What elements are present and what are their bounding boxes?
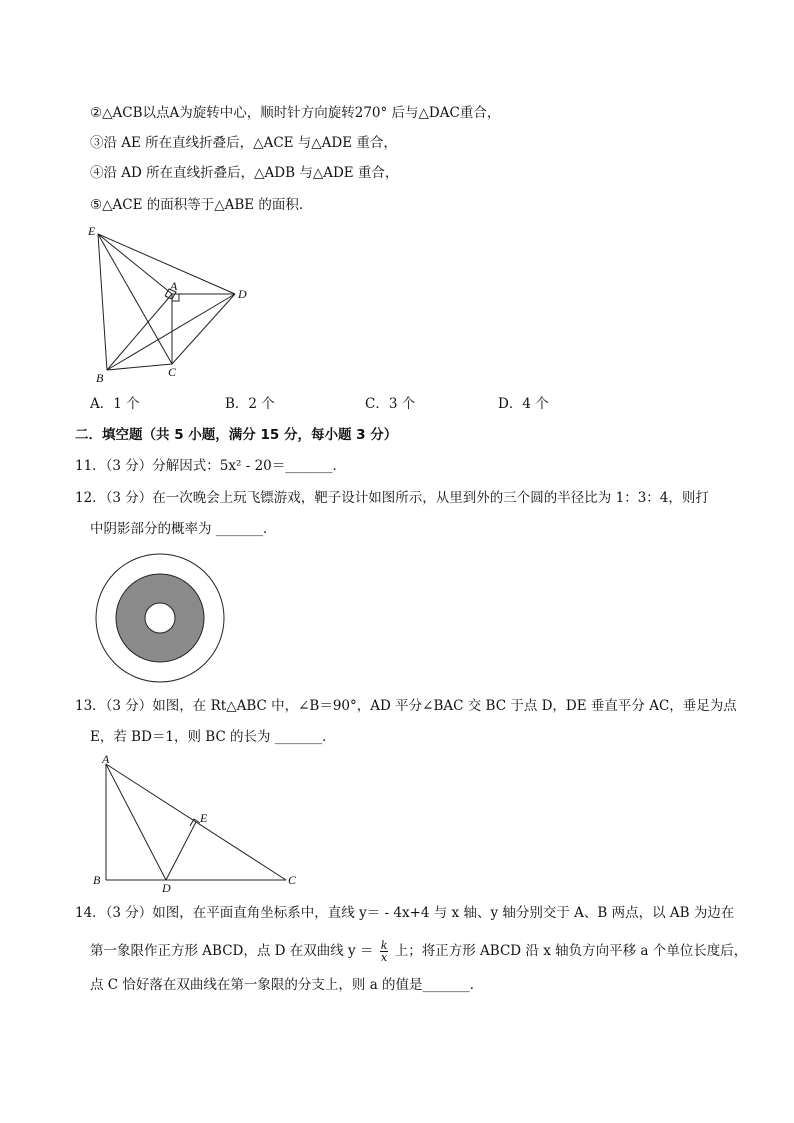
label-D: D [162, 881, 171, 892]
question-14-line2-part-b: 上；将正方形 ABCD 沿 x 轴负方向平移 a 个单位长度后， [394, 943, 748, 959]
option-c[interactable]: C．3 个 [365, 396, 416, 412]
question-14-line1: 14．（3 分）如图，在平面直角坐标系中，直线 y＝ - 4x+4 与 x 轴、y 轴分别交于 A、B 两点，以 AB 为边在 [75, 905, 735, 921]
label-E: E [200, 811, 208, 825]
inner-circle [145, 603, 175, 633]
question-12-line2: 中阴影部分的概率为 _______． [90, 521, 277, 537]
segment-EB [98, 234, 107, 370]
question-13-line1: 13．（3 分）如图，在 Rt△ABC 中，∠B＝90°，AD 平分∠BAC 交 BC 于点 D，DE 垂直平分 AC，垂足为点 [75, 698, 737, 714]
fraction-k-over-x [380, 940, 389, 963]
statement-4: ④沿 AD 所在直线折叠后，△ADB 与△ADE 重合， [90, 165, 399, 181]
label-C: C [168, 365, 177, 379]
question-14-line2 [90, 940, 747, 963]
fraction-numerator: k [380, 939, 388, 952]
option-b[interactable]: B．2 个 [225, 396, 275, 412]
segment-AD [106, 764, 166, 880]
segment-ED [98, 234, 235, 294]
segment-DE [166, 822, 196, 880]
statement-2: ②△ACB以点A为旋转中心，顺时针方向旋转270° 后与△DAC重合， [90, 105, 501, 121]
label-B: B [96, 371, 104, 385]
question-12-line1: 12．（3 分）在一次晚会上玩飞镖游戏，靶子设计如图所示，从里到外的三个圆的半径比为 1：3：4，则打 [75, 490, 709, 506]
statement-3: ③沿 AE 所在直线折叠后，△ACE 与△ADE 重合， [90, 135, 397, 151]
label-B: B [93, 873, 101, 887]
right-triangle-figure [90, 752, 310, 892]
label-E: E [88, 224, 96, 238]
question-14-line3: 点 C 恰好落在双曲线在第一象限的分支上，则 a 的值是_______． [90, 977, 484, 993]
section-heading-fill-in: 二．填空题（共 5 小题，满分 15 分，每小题 3 分） [75, 427, 398, 443]
statement-5: ⑤△ACE 的面积等于△ABE 的面积． [90, 197, 313, 213]
question-13-line2: E，若 BD＝1，则 BC 的长为 _______． [90, 729, 336, 745]
dartboard-figure [92, 550, 228, 686]
label-C: C [288, 873, 297, 887]
triangle-figure-1 [80, 222, 270, 387]
label-A: A [102, 752, 110, 766]
option-d[interactable]: D．4 个 [498, 396, 549, 412]
segment-EA [98, 234, 172, 294]
segment-DB [107, 294, 235, 370]
question-11: 11．（3 分）分解因式：5x² - 20＝_______． [75, 458, 346, 474]
segment-AB [107, 294, 172, 370]
label-D: D [238, 287, 247, 301]
segment-BC [107, 364, 172, 370]
segment-DC [172, 294, 235, 364]
question-14-line2-part-a: 第一象限作正方形 ABCD，点 D 在双曲线 y ＝ [90, 943, 374, 959]
fraction-denominator: x [381, 951, 388, 964]
segment-EC [98, 234, 172, 364]
option-a[interactable]: A．1 个 [90, 396, 140, 412]
label-A: A [170, 279, 178, 293]
